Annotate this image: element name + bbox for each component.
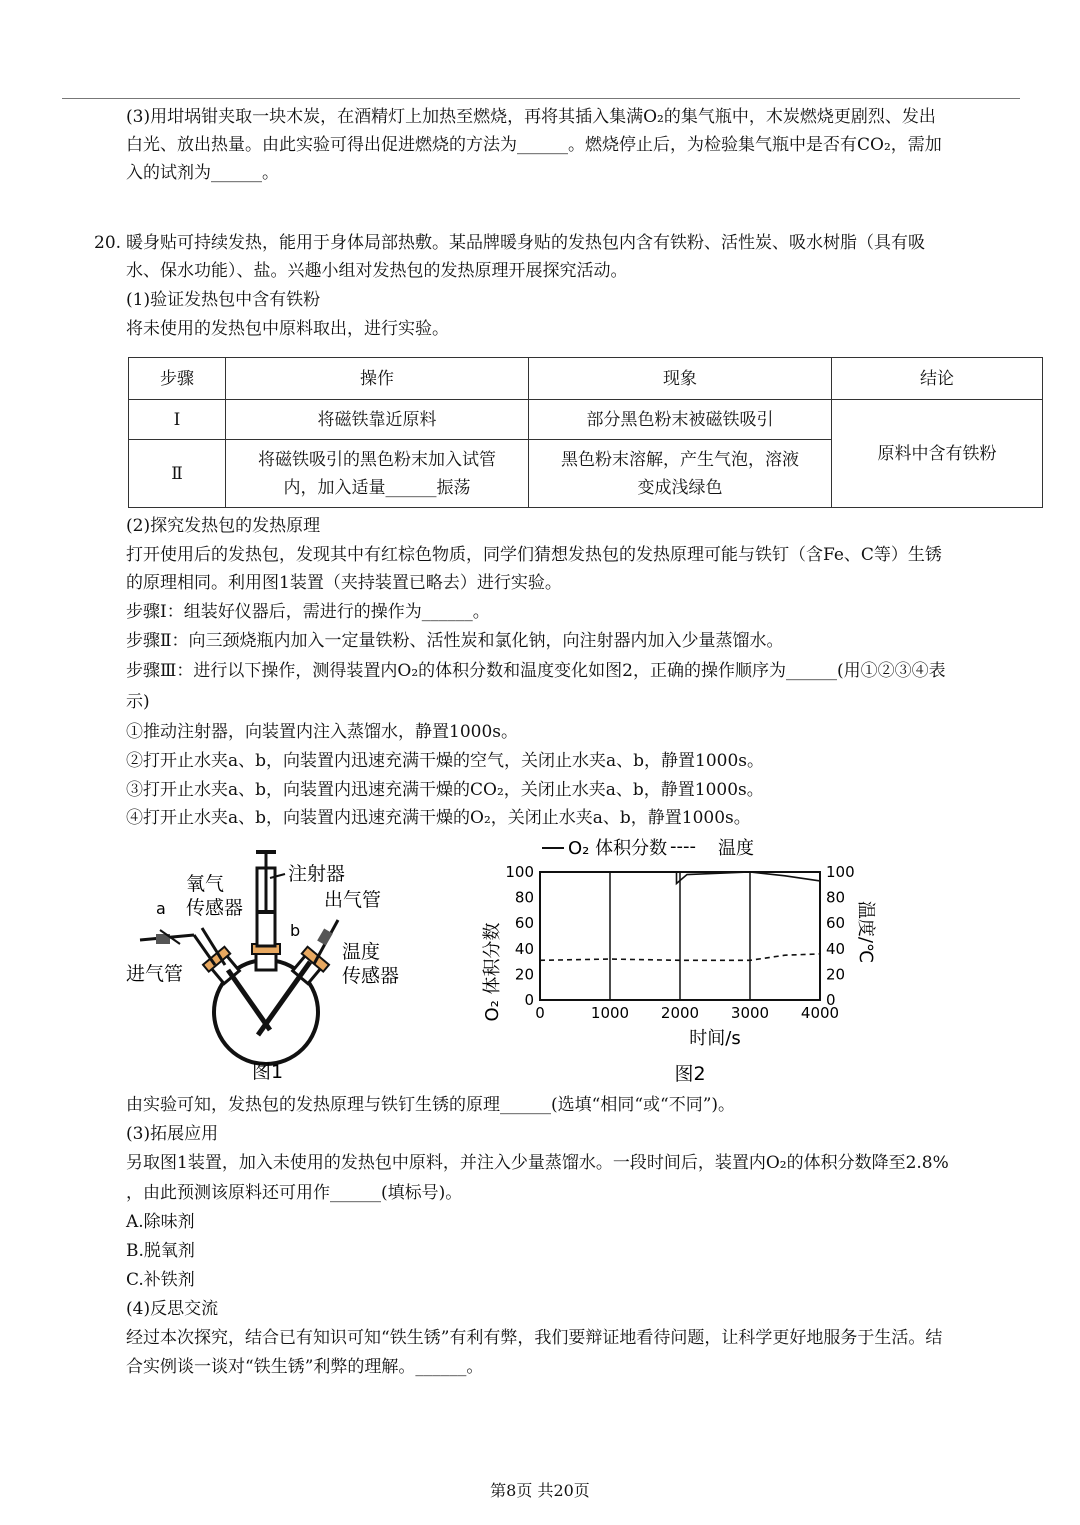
q20-intro-line2: 水、保水功能）、盐。兴趣小组对发热包的发热原理开展探究活动。: [126, 261, 628, 281]
option-c: C.补铁剂: [126, 1270, 195, 1290]
label-o2-sensor-2: 传感器: [186, 897, 244, 919]
table-header: 步骤: [129, 358, 226, 400]
figure1-caption: 图1: [252, 1061, 284, 1083]
part3-line1: 另取图1装置，加入未使用的发热包中原料，并注入少量蒸馏水。一段时间后，装置内O₂的体积分数降至2.8%: [126, 1153, 949, 1173]
part3-title: (3)拓展应用: [126, 1124, 219, 1144]
y-tick-label-left: 20: [514, 965, 534, 984]
table-cell: Ⅱ: [129, 440, 226, 508]
x-tick-label: 4000: [800, 1004, 840, 1022]
y-tick-label-right: 60: [826, 914, 846, 933]
operation-3: ③打开止水夹a、b，向装置内迅速充满干燥的CO₂，关闭止水夹a、b，静置1000s。: [126, 780, 764, 800]
legend-o2: O₂ 体积分数: [568, 838, 668, 859]
y-tick-label-right: 100: [826, 863, 855, 881]
table-header: 现象: [529, 358, 832, 400]
figure2-caption: 图2: [674, 1063, 706, 1085]
y-axis-label-left: O₂ 体积分数: [482, 922, 503, 1022]
label-outlet: 出气管: [324, 889, 382, 911]
y-tick-label-right: 0: [826, 991, 836, 1009]
y-tick-label-left: 0: [524, 991, 534, 1009]
operation-1: ①推动注射器，向装置内注入蒸馏水，静置1000s。: [126, 722, 518, 742]
table-cell-line: 黑色粉末溶解，产生气泡，溶液: [561, 449, 799, 470]
legend-temperature: 温度: [718, 838, 754, 859]
option-a: A.除味剂: [126, 1212, 195, 1232]
step3-line2: 示): [126, 692, 150, 712]
experiment-table: [128, 357, 1043, 508]
label-temp-sensor-1: 温度: [342, 941, 381, 963]
y-axis-label-right: 温度/℃: [855, 900, 876, 964]
y-tick-label-right: 40: [826, 939, 846, 958]
x-tick-label: 0: [535, 1004, 545, 1022]
table-cell: [529, 440, 832, 508]
page-footer: 第8页 共20页: [490, 1481, 590, 1500]
y-tick-label-right: 80: [826, 888, 846, 907]
table-cell: 将磁铁靠近原料: [226, 400, 529, 440]
y-tick-label-left: 100: [505, 863, 534, 881]
figure1-apparatus: [120, 840, 420, 1090]
q20-intro-line1: 暖身贴可持续发热，能用于身体局部热敷。某品牌暖身贴的发热包内含有铁粉、活性炭、吸水树脂（具有吸: [126, 233, 925, 253]
y-tick-label-left: 60: [514, 914, 534, 933]
step3-line1: 步骤Ⅲ：进行以下操作，测得装置内O₂的体积分数和温度变化如图2，正确的操作顺序为______(用①②③④表: [126, 661, 946, 681]
part2-title: (2)探究发热包的发热原理: [126, 516, 321, 536]
y-tick-label-left: 80: [514, 888, 534, 907]
legend-separator: ----: [670, 836, 696, 857]
x-tick-label: 2000: [660, 1004, 700, 1022]
table-cell: [226, 440, 529, 508]
part4-line2: 合实例谈一谈对“铁生锈”利弊的理解。______。: [126, 1357, 484, 1377]
x-tick-label: 3000: [730, 1004, 770, 1022]
y-tick-label-left: 40: [514, 939, 534, 958]
figure2-chart: [470, 832, 880, 1092]
q19-part3-line1: (3)用坩埚钳夹取一块木炭，在酒精灯上加热至燃烧，再将其插入集满O₂的集气瓶中，木炭燃烧更剧烈、发出: [126, 107, 936, 127]
q19-part3-line3: 入的试剂为______。: [126, 163, 279, 183]
label-clamp-b: b: [290, 921, 301, 940]
part1-title: (1)验证发热包中含有铁粉: [126, 290, 321, 310]
o2-sensor-rod: [228, 970, 270, 1030]
step1: 步骤Ⅰ：组装好仪器后，需进行的操作为______。: [126, 602, 490, 622]
table-cell: Ⅰ: [129, 400, 226, 440]
chart-legend: [542, 836, 754, 859]
x-axis-label: 时间/s: [689, 1028, 741, 1049]
part4-line1: 经过本次探究，结合已有知识可知“铁生锈”有利有弊，我们要辩证地看待问题，让科学更好地服务于生活。结: [126, 1328, 943, 1348]
label-clamp-a: a: [156, 899, 166, 918]
x-tick-label: 1000: [590, 1004, 630, 1022]
table-cell-conclusion: 原料中含有铁粉: [832, 400, 1043, 508]
option-b: B.脱氧剂: [126, 1241, 195, 1261]
table-header: 结论: [832, 358, 1043, 400]
part2-line1: 打开使用后的发热包，发现其中有红棕色物质，同学们猜想发热包的发热原理可能与铁钉（含Fe、C等）生锈: [126, 545, 942, 565]
table-cell-line: 将磁铁吸引的黑色粉末加入试管: [258, 449, 496, 470]
part2-line2: 的原理相同。利用图1装置（夹持装置已略去）进行实验。: [126, 573, 562, 593]
table-cell-line: 变成浅绿色: [637, 477, 723, 498]
part4-title: (4)反思交流: [126, 1299, 219, 1319]
label-temp-sensor-2: 传感器: [342, 965, 400, 987]
table-cell: 部分黑色粉末被磁铁吸引: [529, 400, 832, 440]
operation-4: ④打开止水夹a、b，向装置内迅速充满干燥的O₂，关闭止水夹a、b，静置1000s。: [126, 808, 751, 828]
header-rule: [62, 98, 1020, 99]
conclusion-line: 由实验可知，发热包的发热原理与铁钉生锈的原理______(选填“相同“或“不同”)。: [126, 1095, 736, 1115]
question-number: 20.: [94, 233, 122, 253]
label-o2-sensor-1: 氧气: [186, 873, 225, 895]
inlet-tube: [194, 935, 215, 965]
table-header: 操作: [226, 358, 529, 400]
part3-line2: ，由此预测该原料还可用作______(填标号)。: [126, 1183, 463, 1203]
y-tick-label-right: 20: [826, 965, 846, 984]
q19-part3-line2: 白光、放出热量。由此实验可得出促进燃烧的方法为______。燃烧停止后，为检验集气瓶中是否有CO₂，需加: [126, 135, 942, 155]
label-syringe: 注射器: [288, 863, 346, 885]
step2: 步骤Ⅱ：向三颈烧瓶内加入一定量铁粉、活性炭和氯化钠，向注射器内加入少量蒸馏水。: [126, 631, 784, 651]
chart-plot-area: [505, 863, 854, 1022]
table-cell-line: 内，加入适量______振荡: [283, 477, 471, 498]
label-inlet: 进气管: [126, 963, 184, 985]
part1-desc: 将未使用的发热包中原料取出，进行实验。: [126, 319, 449, 339]
operation-2: ②打开止水夹a、b，向装置内迅速充满干燥的空气，关闭止水夹a、b，静置1000s。: [126, 751, 765, 771]
